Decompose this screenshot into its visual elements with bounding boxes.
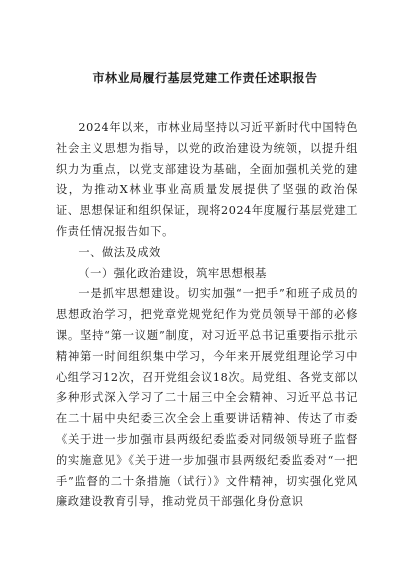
- document-title: 市林业局履行基层党建工作责任述职报告: [92, 71, 318, 85]
- subsection-heading: （一）强化政治建设，筑牢思想根基: [78, 266, 267, 280]
- document-body: [56, 118, 358, 513]
- intro-paragraph: 2024年以来，市林业局坚持以习近平新时代中国特色社会主义思想为指导，以党的政治建设为统领，以提升组织力为重点，以党支部建设为基础，全面加强机关党的建设，为推动X林业事业高质量发展提供了坚强的政治保证、思想保证和组织保证，现将2024年度履行基层党建工作责任情况报告如下。: [56, 121, 358, 238]
- body-paragraph: 一是抓牢思想建设。切实加强“一把手”和班子成员的思想政治学习，把党章党规党纪作为党员领导干部的必修课。坚持“第一议题”制度，对习近平总书记重要指示批示精神第一时间组织集中学习，今年来开展党组理论学习中心组学习12次，召开党组会议18次。局党组、各党支部以多种形式深入学习了二十届三中全会精神、习近平总书记在二十届中央纪委三次全会上重要讲话精神、传达了市委《关于进一步加强市县两级纪委监委对同级领导班子监督的实施意见》《关于进一步加强市县两级纪委监委对“一把手”监督的二十条措施（试行）》文件精神，切实强化党风廉政建设教育引导，推动党员干部强化身份意识: [56, 287, 358, 509]
- section-heading: 一、做法及成效: [78, 245, 161, 259]
